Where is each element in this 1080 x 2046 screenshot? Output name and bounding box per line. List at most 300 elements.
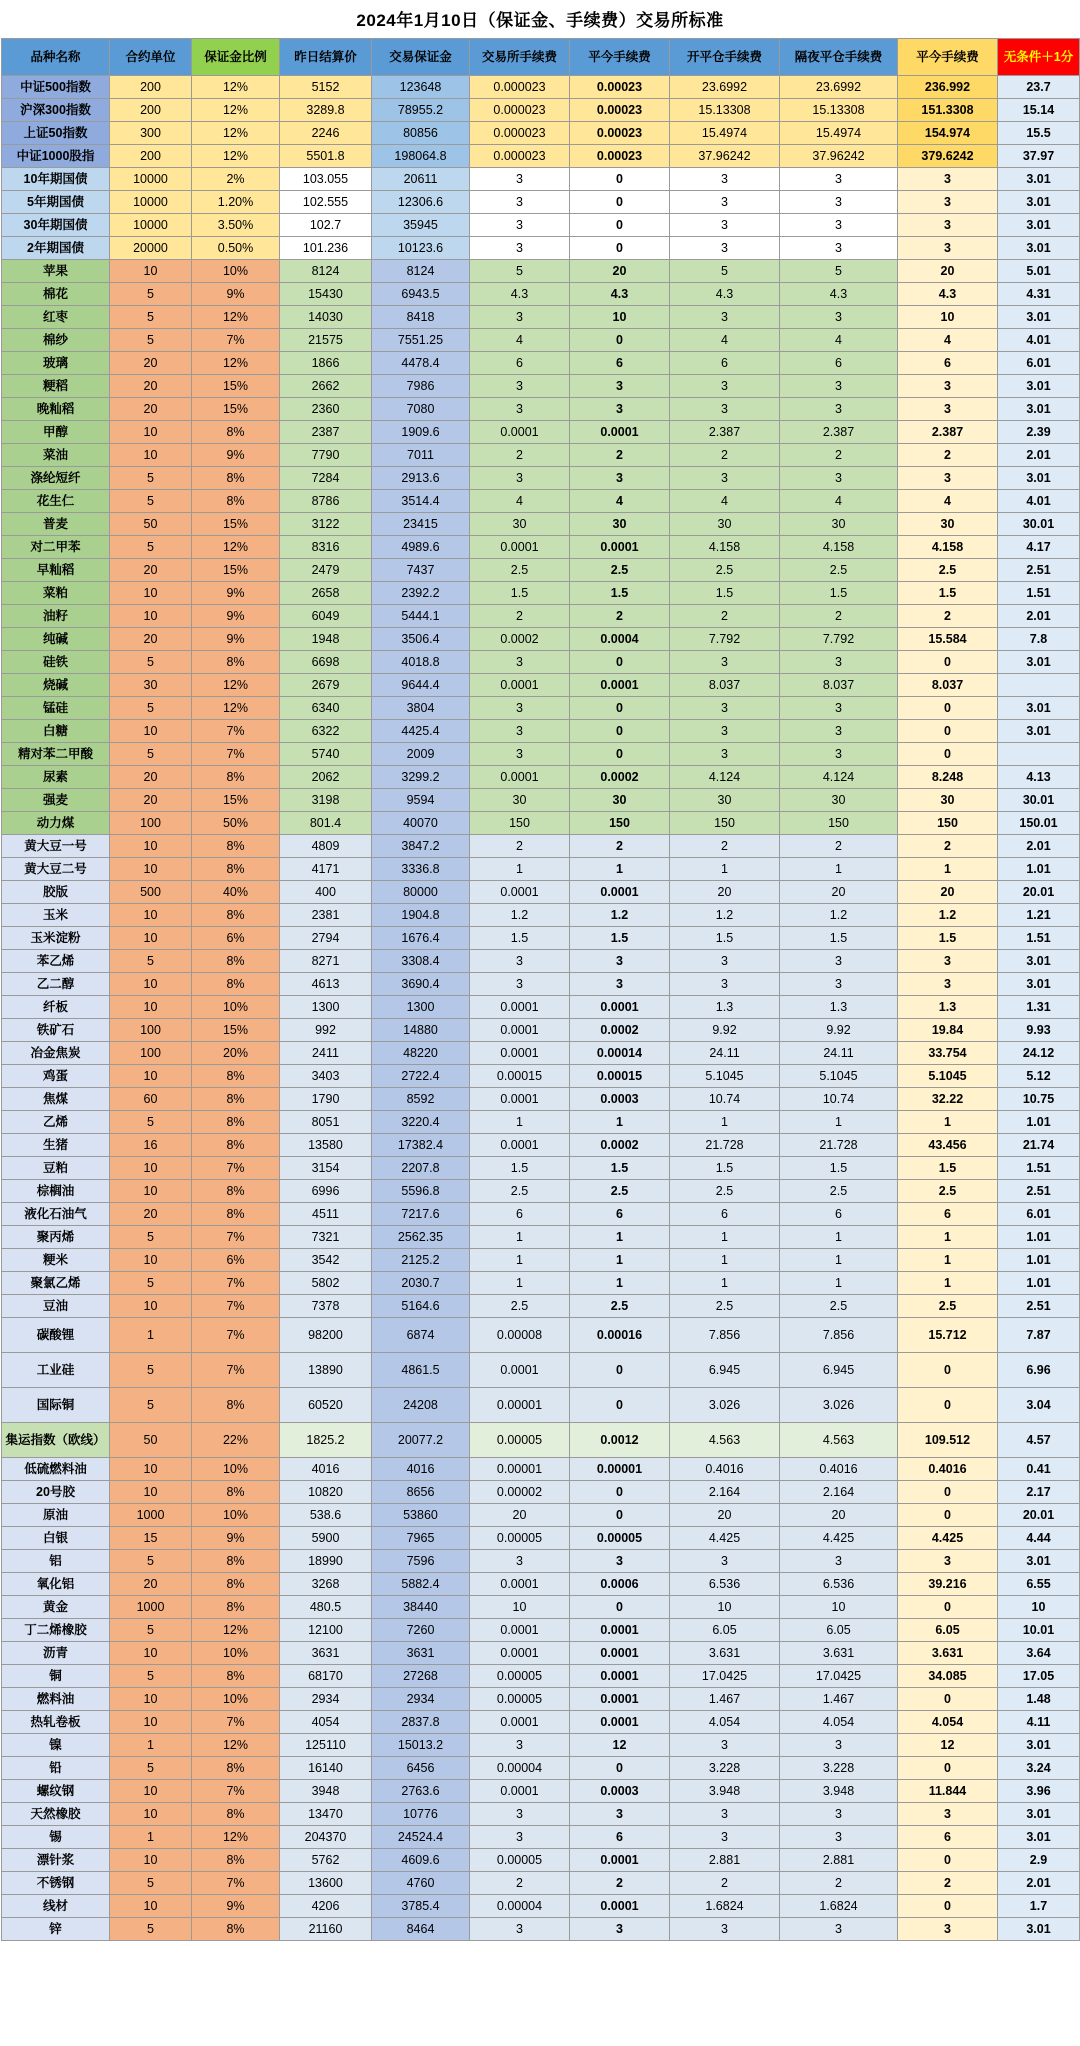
data-cell: 7% xyxy=(192,1353,280,1388)
data-cell: 10 xyxy=(110,1065,192,1088)
data-cell: 3 xyxy=(470,214,570,237)
data-cell: 6874 xyxy=(372,1318,470,1353)
data-cell: 15.712 xyxy=(898,1318,998,1353)
data-cell: 10 xyxy=(470,1596,570,1619)
table-row xyxy=(2,1849,1080,1872)
product-name-cell: 棉花 xyxy=(2,283,110,306)
data-cell: 5 xyxy=(110,651,192,674)
data-cell: 6.536 xyxy=(780,1573,898,1596)
data-cell: 1 xyxy=(898,1226,998,1249)
data-cell: 20 xyxy=(110,398,192,421)
product-name-cell: 30年期国债 xyxy=(2,214,110,237)
data-cell: 8% xyxy=(192,950,280,973)
data-cell: 5444.1 xyxy=(372,605,470,628)
data-cell: 21.728 xyxy=(670,1134,780,1157)
column-header-5: 交易所手续费 xyxy=(470,39,570,76)
data-cell: 10 xyxy=(110,421,192,444)
data-cell: 4.3 xyxy=(570,283,670,306)
data-cell: 2.881 xyxy=(670,1849,780,1872)
data-cell: 10 xyxy=(110,605,192,628)
data-cell: 200 xyxy=(110,145,192,168)
data-cell: 0.00015 xyxy=(470,1065,570,1088)
data-cell: 10.01 xyxy=(998,1619,1080,1642)
data-cell: 3 xyxy=(898,191,998,214)
data-cell: 3 xyxy=(898,375,998,398)
data-cell: 8% xyxy=(192,1134,280,1157)
data-cell: 3785.4 xyxy=(372,1895,470,1918)
data-cell: 1 xyxy=(780,1226,898,1249)
data-cell: 2.881 xyxy=(780,1849,898,1872)
data-cell: 5 xyxy=(110,697,192,720)
table-row xyxy=(2,1642,1080,1665)
data-cell: 10% xyxy=(192,1504,280,1527)
table-row xyxy=(2,720,1080,743)
data-cell: 2 xyxy=(670,1872,780,1895)
data-cell: 30.01 xyxy=(998,513,1080,536)
data-cell: 3.01 xyxy=(998,375,1080,398)
data-cell: 3 xyxy=(780,1826,898,1849)
data-cell: 9644.4 xyxy=(372,674,470,697)
data-cell: 3 xyxy=(780,191,898,214)
data-cell: 14880 xyxy=(372,1019,470,1042)
data-cell: 3542 xyxy=(280,1249,372,1272)
data-cell: 4.17 xyxy=(998,536,1080,559)
data-cell: 3514.4 xyxy=(372,490,470,513)
data-cell: 0.0001 xyxy=(570,1619,670,1642)
table-row xyxy=(2,1353,1080,1388)
data-cell: 1 xyxy=(570,1272,670,1295)
data-cell: 0 xyxy=(570,1504,670,1527)
data-cell: 992 xyxy=(280,1019,372,1042)
data-cell: 5.1045 xyxy=(670,1065,780,1088)
data-cell: 30 xyxy=(898,789,998,812)
data-cell: 30 xyxy=(470,513,570,536)
data-cell: 1.5 xyxy=(780,582,898,605)
data-cell: 1.7 xyxy=(998,1895,1080,1918)
data-cell: 0 xyxy=(570,720,670,743)
data-cell: 8% xyxy=(192,766,280,789)
data-cell: 2.51 xyxy=(998,1180,1080,1203)
data-cell: 12% xyxy=(192,352,280,375)
data-cell: 10% xyxy=(192,1458,280,1481)
data-cell: 14030 xyxy=(280,306,372,329)
data-cell: 27268 xyxy=(372,1665,470,1688)
data-cell: 0.00001 xyxy=(570,1458,670,1481)
product-name-cell: 强麦 xyxy=(2,789,110,812)
table-row xyxy=(2,283,1080,306)
data-cell: 1.5 xyxy=(570,1157,670,1180)
data-cell: 21575 xyxy=(280,329,372,352)
data-cell: 0.0001 xyxy=(470,1134,570,1157)
data-cell: 7.792 xyxy=(780,628,898,651)
data-cell: 3.01 xyxy=(998,651,1080,674)
product-name-cell: 生猪 xyxy=(2,1134,110,1157)
data-cell: 0 xyxy=(570,191,670,214)
data-cell: 3.01 xyxy=(998,1826,1080,1849)
data-cell: 10 xyxy=(110,1458,192,1481)
data-cell: 3948 xyxy=(280,1780,372,1803)
data-cell: 0.00023 xyxy=(570,99,670,122)
data-cell: 3 xyxy=(670,214,780,237)
data-cell: 4171 xyxy=(280,858,372,881)
data-cell: 2.5 xyxy=(670,559,780,582)
data-cell: 10 xyxy=(110,260,192,283)
product-name-cell: 沪深300指数 xyxy=(2,99,110,122)
data-cell: 1 xyxy=(780,1249,898,1272)
data-cell: 8% xyxy=(192,421,280,444)
data-cell: 3.01 xyxy=(998,214,1080,237)
data-cell: 150 xyxy=(780,812,898,835)
data-cell: 4.054 xyxy=(898,1711,998,1734)
data-cell: 0.0002 xyxy=(570,1134,670,1157)
data-cell: 1 xyxy=(670,1111,780,1134)
data-cell: 3 xyxy=(780,697,898,720)
data-cell: 10 xyxy=(110,720,192,743)
data-cell: 30 xyxy=(570,513,670,536)
data-cell: 7.8 xyxy=(998,628,1080,651)
data-cell: 12306.6 xyxy=(372,191,470,214)
data-cell: 1 xyxy=(670,1249,780,1272)
data-cell: 9% xyxy=(192,1527,280,1550)
data-cell: 3 xyxy=(470,1550,570,1573)
data-cell: 7.856 xyxy=(780,1318,898,1353)
data-cell: 3 xyxy=(670,1803,780,1826)
data-cell: 0 xyxy=(898,1481,998,1504)
data-cell: 0.0001 xyxy=(570,1688,670,1711)
data-cell: 9.92 xyxy=(780,1019,898,1042)
data-cell: 3 xyxy=(470,306,570,329)
data-cell: 0 xyxy=(898,1388,998,1423)
data-cell: 2934 xyxy=(280,1688,372,1711)
data-cell: 3 xyxy=(670,191,780,214)
data-cell: 4.425 xyxy=(898,1527,998,1550)
data-cell: 2 xyxy=(780,835,898,858)
data-cell: 6698 xyxy=(280,651,372,674)
data-cell: 1790 xyxy=(280,1088,372,1111)
data-cell: 20.01 xyxy=(998,1504,1080,1527)
data-cell: 3.631 xyxy=(898,1642,998,1665)
data-cell: 4989.6 xyxy=(372,536,470,559)
data-cell: 22% xyxy=(192,1423,280,1458)
data-cell: 2.5 xyxy=(570,559,670,582)
data-cell: 3 xyxy=(898,398,998,421)
data-cell: 3.01 xyxy=(998,720,1080,743)
data-cell: 3.948 xyxy=(670,1780,780,1803)
data-cell: 0 xyxy=(898,1596,998,1619)
table-row xyxy=(2,168,1080,191)
data-cell: 2 xyxy=(470,835,570,858)
data-cell: 7284 xyxy=(280,467,372,490)
product-name-cell: 碳酸锂 xyxy=(2,1318,110,1353)
data-cell: 7080 xyxy=(372,398,470,421)
data-cell: 1000 xyxy=(110,1504,192,1527)
data-cell: 0.0001 xyxy=(470,766,570,789)
table-row xyxy=(2,467,1080,490)
data-cell: 6322 xyxy=(280,720,372,743)
data-cell: 3403 xyxy=(280,1065,372,1088)
data-cell: 1 xyxy=(780,1111,898,1134)
data-cell: 5 xyxy=(110,283,192,306)
data-cell: 204370 xyxy=(280,1826,372,1849)
data-cell: 10 xyxy=(110,444,192,467)
data-cell: 8.248 xyxy=(898,766,998,789)
data-cell: 0.0001 xyxy=(570,881,670,904)
data-cell: 4760 xyxy=(372,1872,470,1895)
data-cell: 9% xyxy=(192,605,280,628)
data-cell: 3.01 xyxy=(998,306,1080,329)
data-cell: 10 xyxy=(898,306,998,329)
data-cell: 0 xyxy=(898,720,998,743)
data-cell: 3 xyxy=(470,743,570,766)
data-cell: 0.0001 xyxy=(470,1619,570,1642)
data-cell: 2 xyxy=(898,1872,998,1895)
product-name-cell: 红枣 xyxy=(2,306,110,329)
data-cell: 7% xyxy=(192,1295,280,1318)
data-cell: 10 xyxy=(780,1596,898,1619)
data-cell: 3 xyxy=(898,950,998,973)
data-cell: 4425.4 xyxy=(372,720,470,743)
table-row xyxy=(2,444,1080,467)
data-cell: 10776 xyxy=(372,1803,470,1826)
data-cell: 10 xyxy=(110,1642,192,1665)
data-cell: 8418 xyxy=(372,306,470,329)
data-cell: 9.92 xyxy=(670,1019,780,1042)
table-header-row xyxy=(2,39,1080,76)
data-cell: 13600 xyxy=(280,1872,372,1895)
data-cell: 2246 xyxy=(280,122,372,145)
data-cell: 10 xyxy=(110,1780,192,1803)
data-cell: 4206 xyxy=(280,1895,372,1918)
data-cell: 2.5 xyxy=(670,1180,780,1203)
product-name-cell: 5年期国债 xyxy=(2,191,110,214)
data-cell: 3.01 xyxy=(998,697,1080,720)
data-cell: 10 xyxy=(110,1249,192,1272)
table-row xyxy=(2,559,1080,582)
data-cell: 5762 xyxy=(280,1849,372,1872)
data-cell: 8% xyxy=(192,1088,280,1111)
data-cell: 39.216 xyxy=(898,1573,998,1596)
data-cell: 3 xyxy=(670,697,780,720)
data-cell: 1300 xyxy=(280,996,372,1019)
data-cell: 7321 xyxy=(280,1226,372,1249)
data-cell: 7.856 xyxy=(670,1318,780,1353)
data-cell: 2562.35 xyxy=(372,1226,470,1249)
data-cell: 10 xyxy=(110,927,192,950)
data-cell: 3 xyxy=(780,467,898,490)
data-cell: 10 xyxy=(670,1596,780,1619)
data-cell: 2.5 xyxy=(780,1180,898,1203)
product-name-cell: 20号胶 xyxy=(2,1481,110,1504)
data-cell: 5 xyxy=(110,306,192,329)
data-cell: 4 xyxy=(898,490,998,513)
data-cell: 1 xyxy=(470,1249,570,1272)
product-name-cell: 对二甲苯 xyxy=(2,536,110,559)
product-name-cell: 国际铜 xyxy=(2,1388,110,1423)
data-cell: 150 xyxy=(898,812,998,835)
data-cell: 4.3 xyxy=(898,283,998,306)
table-row xyxy=(2,1088,1080,1111)
data-cell: 20 xyxy=(570,260,670,283)
table-row xyxy=(2,1757,1080,1780)
product-name-cell: 沥青 xyxy=(2,1642,110,1665)
data-cell: 4.3 xyxy=(670,283,780,306)
data-cell: 8271 xyxy=(280,950,372,973)
data-cell: 4.11 xyxy=(998,1711,1080,1734)
data-cell: 23.7 xyxy=(998,76,1080,99)
data-cell: 50% xyxy=(192,812,280,835)
data-cell: 3 xyxy=(470,973,570,996)
data-cell: 3.026 xyxy=(780,1388,898,1423)
data-cell: 6 xyxy=(570,1203,670,1226)
data-cell: 7260 xyxy=(372,1619,470,1642)
data-cell: 2% xyxy=(192,168,280,191)
data-cell: 1.31 xyxy=(998,996,1080,1019)
product-name-cell: 漂针浆 xyxy=(2,1849,110,1872)
data-cell: 150 xyxy=(670,812,780,835)
data-cell: 1676.4 xyxy=(372,927,470,950)
data-cell: 102.7 xyxy=(280,214,372,237)
data-cell: 37.96242 xyxy=(780,145,898,168)
data-cell: 7% xyxy=(192,1872,280,1895)
table-row xyxy=(2,1111,1080,1134)
table-row xyxy=(2,996,1080,1019)
data-cell: 1.01 xyxy=(998,858,1080,881)
data-cell: 3 xyxy=(670,1550,780,1573)
product-name-cell: 冶金焦炭 xyxy=(2,1042,110,1065)
data-cell: 6 xyxy=(470,1203,570,1226)
data-cell: 6.05 xyxy=(780,1619,898,1642)
column-header-9: 平今手续费 xyxy=(898,39,998,76)
data-cell: 12% xyxy=(192,1619,280,1642)
product-name-cell: 铁矿石 xyxy=(2,1019,110,1042)
data-cell: 2.5 xyxy=(570,1295,670,1318)
data-cell: 6.05 xyxy=(898,1619,998,1642)
data-cell: 0 xyxy=(570,1757,670,1780)
data-cell: 1.467 xyxy=(780,1688,898,1711)
product-name-cell: 铜 xyxy=(2,1665,110,1688)
data-cell: 3 xyxy=(670,1734,780,1757)
data-cell: 21160 xyxy=(280,1918,372,1941)
data-cell: 1.5 xyxy=(898,582,998,605)
data-cell: 3336.8 xyxy=(372,858,470,881)
data-cell: 0.41 xyxy=(998,1458,1080,1481)
data-cell: 30 xyxy=(110,674,192,697)
product-name-cell: 原油 xyxy=(2,1504,110,1527)
data-cell: 3198 xyxy=(280,789,372,812)
data-cell: 1 xyxy=(110,1318,192,1353)
product-name-cell: 粳稻 xyxy=(2,375,110,398)
data-cell: 23415 xyxy=(372,513,470,536)
data-cell xyxy=(998,743,1080,766)
table-body xyxy=(2,76,1080,1941)
data-cell: 6 xyxy=(898,352,998,375)
data-cell: 78955.2 xyxy=(372,99,470,122)
data-cell: 3.64 xyxy=(998,1642,1080,1665)
table-row xyxy=(2,1619,1080,1642)
data-cell: 24524.4 xyxy=(372,1826,470,1849)
data-cell: 10% xyxy=(192,260,280,283)
data-cell: 5501.8 xyxy=(280,145,372,168)
data-cell: 0.50% xyxy=(192,237,280,260)
data-cell: 9% xyxy=(192,444,280,467)
table-row xyxy=(2,1134,1080,1157)
data-cell: 10 xyxy=(110,582,192,605)
product-name-cell: 液化石油气 xyxy=(2,1203,110,1226)
data-cell: 3 xyxy=(670,398,780,421)
table-row xyxy=(2,536,1080,559)
data-cell: 3631 xyxy=(280,1642,372,1665)
data-cell: 4 xyxy=(470,329,570,352)
data-cell: 0.00023 xyxy=(570,122,670,145)
data-cell: 3 xyxy=(670,1918,780,1941)
product-name-cell: 丁二烯橡胶 xyxy=(2,1619,110,1642)
data-cell: 20 xyxy=(110,1573,192,1596)
data-cell: 3 xyxy=(898,237,998,260)
table-row xyxy=(2,260,1080,283)
product-name-cell: 普麦 xyxy=(2,513,110,536)
data-cell: 5 xyxy=(110,1272,192,1295)
product-name-cell: 精对苯二甲酸 xyxy=(2,743,110,766)
data-cell: 7% xyxy=(192,1318,280,1353)
data-cell: 3 xyxy=(898,1550,998,1573)
column-header-0: 品种名称 xyxy=(2,39,110,76)
data-cell: 13890 xyxy=(280,1353,372,1388)
table-row xyxy=(2,1157,1080,1180)
data-cell: 6 xyxy=(780,1203,898,1226)
data-cell: 20 xyxy=(110,789,192,812)
data-cell: 35945 xyxy=(372,214,470,237)
data-cell: 4018.8 xyxy=(372,651,470,674)
table-row xyxy=(2,1688,1080,1711)
data-cell: 3.01 xyxy=(998,237,1080,260)
data-cell: 8% xyxy=(192,651,280,674)
data-cell: 1.5 xyxy=(780,1157,898,1180)
data-cell: 200 xyxy=(110,99,192,122)
product-name-cell: 中证500指数 xyxy=(2,76,110,99)
table-row xyxy=(2,927,1080,950)
data-cell: 4.3 xyxy=(470,283,570,306)
data-cell: 2934 xyxy=(372,1688,470,1711)
data-cell: 10 xyxy=(110,1849,192,1872)
data-cell: 7.87 xyxy=(998,1318,1080,1353)
data-cell: 4.44 xyxy=(998,1527,1080,1550)
data-cell: 3 xyxy=(570,398,670,421)
data-cell: 3.01 xyxy=(998,191,1080,214)
data-cell: 21.74 xyxy=(998,1134,1080,1157)
data-cell: 1 xyxy=(670,1272,780,1295)
data-cell: 12% xyxy=(192,306,280,329)
data-cell: 1.5 xyxy=(898,1157,998,1180)
table-row xyxy=(2,214,1080,237)
data-cell: 0.0001 xyxy=(470,1573,570,1596)
data-cell: 5596.8 xyxy=(372,1180,470,1203)
data-cell: 5 xyxy=(110,743,192,766)
data-cell: 30 xyxy=(670,789,780,812)
table-row xyxy=(2,973,1080,996)
data-cell: 20 xyxy=(110,375,192,398)
data-cell: 3 xyxy=(670,306,780,329)
data-cell: 125110 xyxy=(280,1734,372,1757)
data-cell: 18990 xyxy=(280,1550,372,1573)
data-cell: 2.387 xyxy=(898,421,998,444)
table-row xyxy=(2,1504,1080,1527)
table-row xyxy=(2,329,1080,352)
product-name-cell: 螺纹钢 xyxy=(2,1780,110,1803)
data-cell: 3299.2 xyxy=(372,766,470,789)
data-cell: 2387 xyxy=(280,421,372,444)
data-cell: 1 xyxy=(898,1272,998,1295)
data-cell: 3 xyxy=(780,973,898,996)
